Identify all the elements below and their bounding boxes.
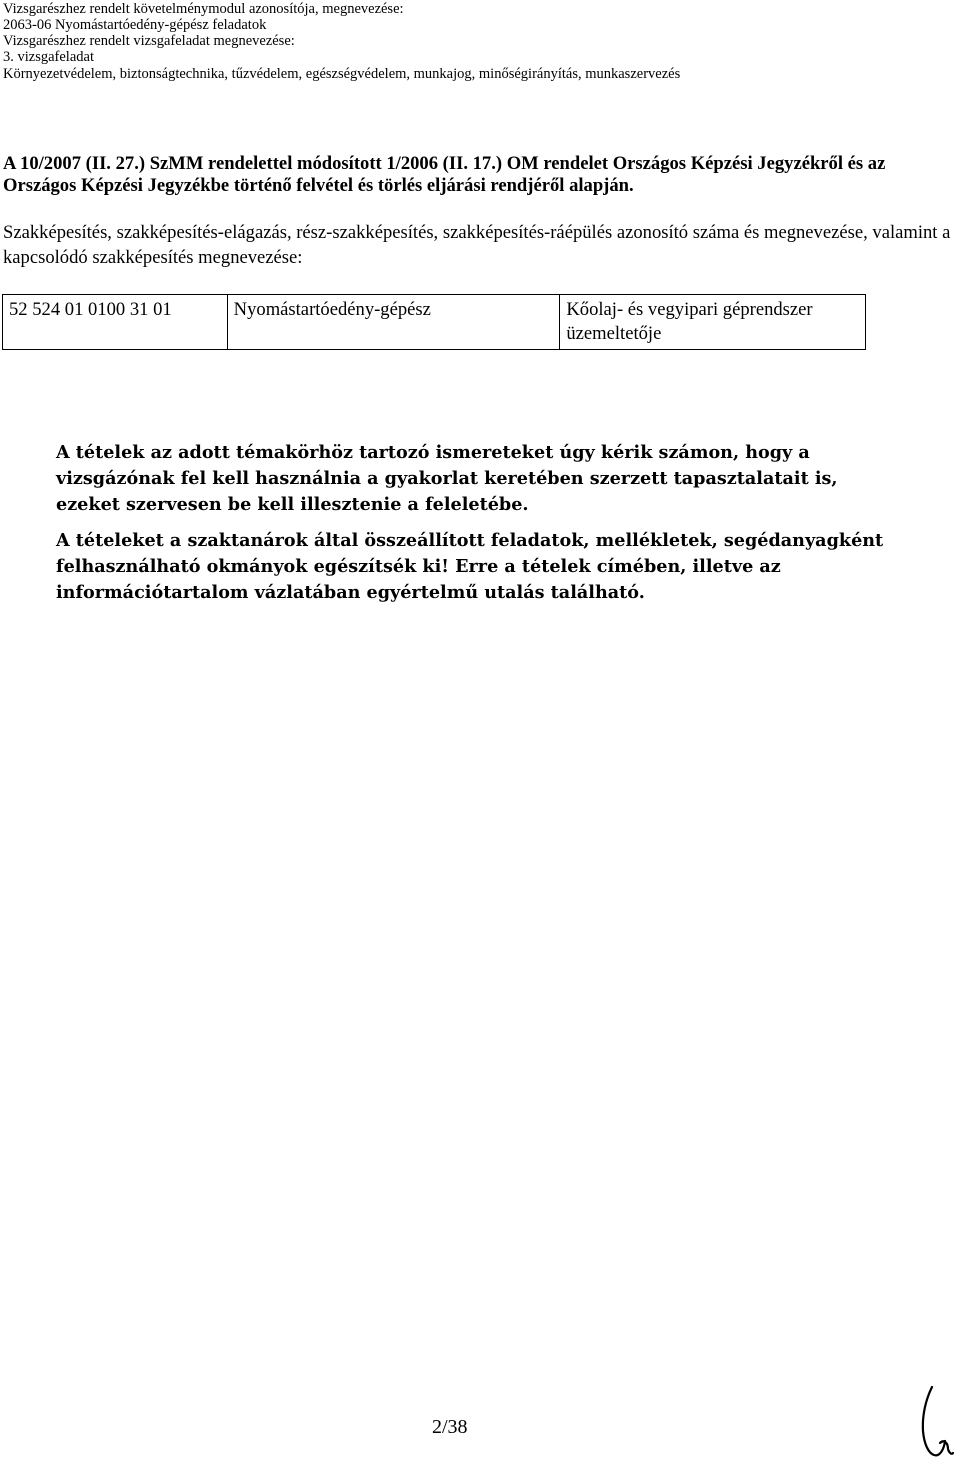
qualification-name-cell: Nyomástartóedény-gépész (227, 295, 560, 350)
qualification-table (2, 294, 866, 350)
instructions-paragraph: A tételek az adott témakörhöz tartozó ismereteket úgy kérik számon, hogy a vizsgázónak fel kell használnia a gyakorlat keretében szerzett tapasztalatait is, ezeket szervesen be kell illesztenie a feleletébe. (56, 442, 838, 515)
header-line-module-name: 2063-06 Nyomástartóedény-gépész feladatok (3, 17, 267, 33)
table-row (3, 295, 866, 350)
header-line-task-topics: Környezetvédelem, biztonságtechnika, tűzvédelem, egészségvédelem, munkajog, minőségirányítás, munkaszervezés (3, 66, 681, 82)
qualification-intro: Szakképesítés, szakképesítés-elágazás, rész-szakképesítés, szakképesítés-ráépülés azonosító száma és megnevezése, valamint a kapcsolódó szakképesítés megnevezése: (3, 222, 951, 268)
qualification-code-cell: 52 524 01 0100 31 01 (3, 295, 228, 350)
related-qualification-cell: Kőolaj- és vegyipari géprendszer üzemeltetője (560, 295, 866, 350)
handwritten-signature (918, 1385, 954, 1464)
legal-basis-text: A 10/2007 (II. 27.) SzMM rendelettel módosított 1/2006 (II. 17.) OM rendelet Országos Képzési Jegyzékről és az Országos Képzési Jegyzékbe történő felvétel és törlés eljárási rendjéről alapján. (3, 153, 886, 196)
instructions-block (56, 440, 906, 616)
page-number: 2/38 (432, 1416, 468, 1438)
header-line-task-number: 3. vizsgafeladat (3, 49, 94, 65)
header-line-module-label: Vizsgarészhez rendelt követelménymodul azonosítója, megnevezése: (3, 1, 404, 17)
header-line-task-label: Vizsgarészhez rendelt vizsgafeladat megnevezése: (3, 33, 295, 49)
instructions-paragraph: A tételeket a szaktanárok által összeállított feladatok, mellékletek, segédanyagként felhasználható okmányok egészítsék ki! Erre a tételek címében, illetve az információtartalom vázlatában egyértelmű utalás található. (56, 530, 884, 603)
